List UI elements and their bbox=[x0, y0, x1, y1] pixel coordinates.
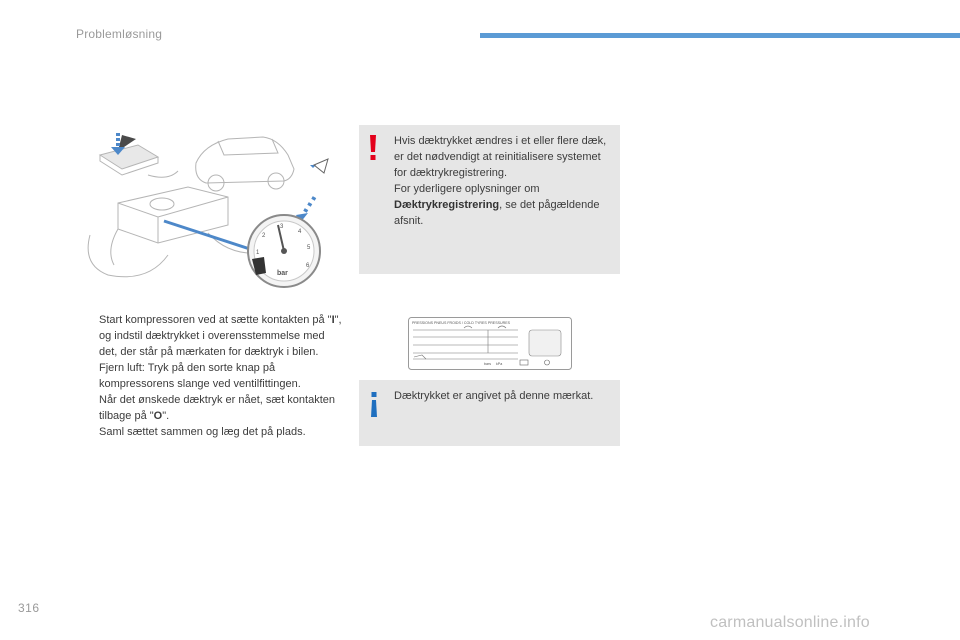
warning-note bbox=[359, 125, 620, 274]
switch-position-o: O bbox=[153, 410, 163, 422]
switch-position-i: I bbox=[331, 314, 335, 326]
page-number: 316 bbox=[18, 601, 40, 615]
exclamation-icon bbox=[368, 135, 378, 161]
info-text: Dæktrykket er angivet på denne mærkat. bbox=[394, 390, 594, 402]
instruction-list bbox=[80, 312, 342, 440]
watermark: carmanualsonline.info bbox=[710, 614, 870, 631]
warning-reference: For yderligere oplysninger om Dæktrykregistrering, se det pågældende afsnit. bbox=[394, 183, 600, 227]
gauge-number: 2 bbox=[262, 233, 266, 239]
info-note bbox=[359, 380, 620, 446]
gauge-number: 1 bbox=[256, 250, 260, 256]
section-title: Problemløsning bbox=[76, 27, 163, 41]
label-unit-bars: bars bbox=[484, 362, 491, 366]
list-item: Saml sættet sammen og læg det på plads. bbox=[99, 426, 306, 438]
gauge-unit: bar bbox=[277, 270, 288, 277]
label-unit-kpa: kPa bbox=[496, 362, 503, 366]
header-accent-bar bbox=[480, 33, 960, 38]
reference-bold: Dæktrykregistrering bbox=[394, 199, 500, 211]
tyre-pressure-label bbox=[408, 317, 572, 370]
gauge-number: 5 bbox=[307, 245, 311, 251]
list-item: Når det ønskede dæktryk er nået, sæt kontakten tilbage på "O". bbox=[99, 394, 336, 422]
gauge-number: 6 bbox=[306, 263, 310, 269]
list-item: Start kompressoren ved at sætte kontakten på "I", og indstil dæktrykket i overensstemmelse med det, der står på mærkaten for dæktryk i bilen. Fjern luft: Tryk på den sorte knap på kompressorens slange ved ventilfittingen. bbox=[99, 314, 342, 390]
gauge-number: 4 bbox=[298, 229, 302, 235]
label-heading: PRESSIONS PNEUS FROIDS / COLD TYRES PRESSURES bbox=[412, 321, 510, 325]
gauge-number: 3 bbox=[280, 224, 284, 230]
compressor-illustration bbox=[78, 125, 338, 290]
info-icon bbox=[369, 392, 379, 418]
warning-text bbox=[394, 133, 616, 229]
list-item-subtext: Fjern luft: Tryk på den sorte knap på kompressorens slange ved ventilfittingen. bbox=[99, 362, 301, 390]
warning-paragraph: Hvis dæktrykket ændres i et eller flere dæk, er det nødvendigt at reinitialisere systemet for dæktrykregistrering. bbox=[394, 135, 607, 179]
